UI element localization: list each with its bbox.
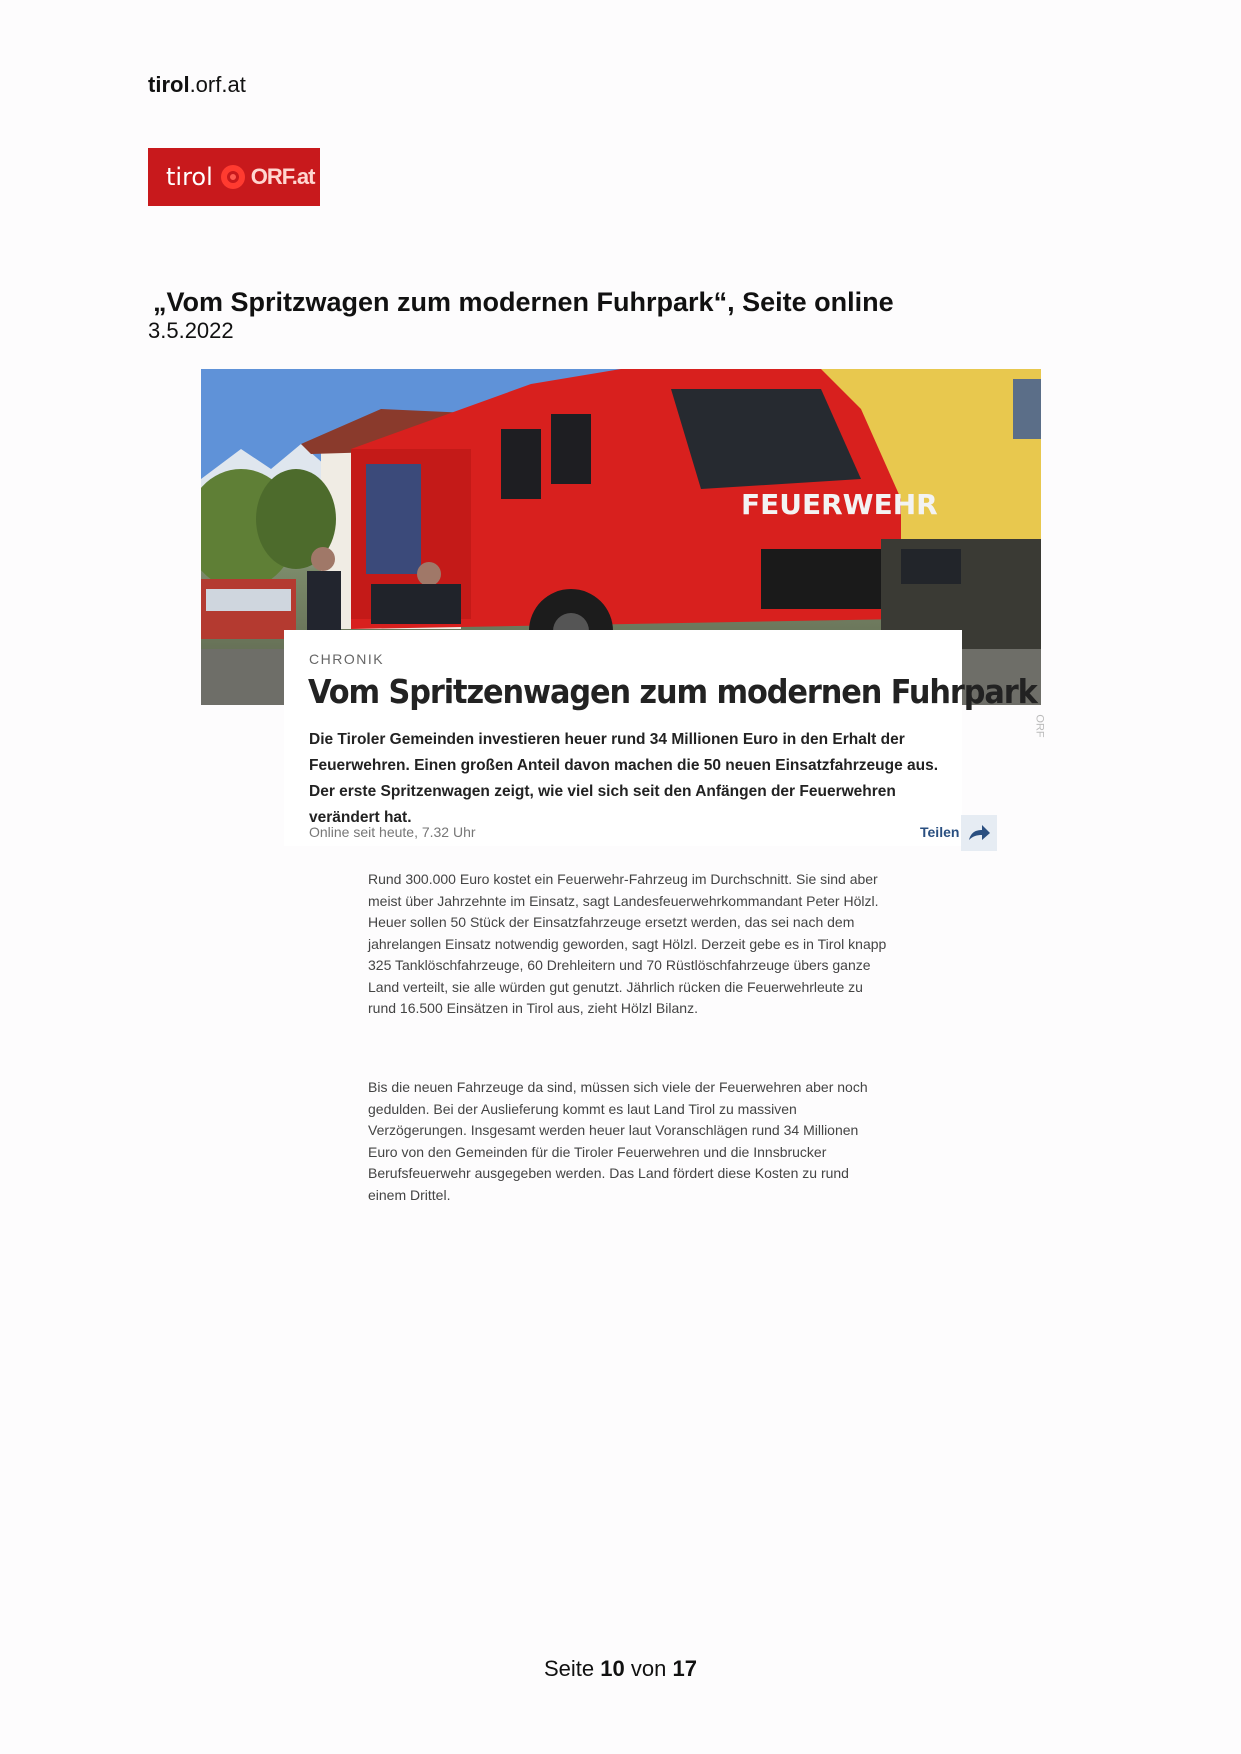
article-paragraph-2: Bis die neuen Fahrzeuge da sind, müssen sich viele der Feuerwehren aber noch gedulden. Bei der Auslieferung kommt es laut Land Tirol zu massiven Verzögerungen. Insgesamt werden heuer laut Voranschlägen rund 34 Millionen Euro von den Gemeinden für die Tiroler Feuerwehren und die Innsbrucker Berufsfeuerwehr ausgegeben werden. Das Land fördert diese Kosten zu rund einem Drittel. [368,1079,868,1203]
site-name-bold: tirol [148,72,190,97]
document-date: 3.5.2022 [148,318,234,343]
logo-text-tirol: tirol [166,163,213,191]
photo-credit: ORF [1033,714,1046,738]
truck-lettering: FEUERWEHR [741,488,938,521]
footer-prefix: Seite [544,1656,595,1681]
share-arrow-icon [967,823,991,843]
site-name [148,72,246,98]
article-paragraph-1: Rund 300.000 Euro kostet ein Feuerwehr-Fahrzeug im Durchschnitt. Sie sind aber meist über Jahrzehnte im Einsatz, sagt Landesfeuerwehrkommandant Peter Hölzl. Heuer sollen 50 Stück der Einsatzfahrzeuge ersetzt werden, das sei nach dem jahrelangen Einsatz notwendig geworden, sagt Hölzl. Derzeit gebe es in Tirol knapp 325 Tanklöschfahrzeuge, 60 Drehleitern und 70 Rüstlöschfahrzeuge übers ganze Land verteilt, sie alle würden gut genutzt. Jährlich rücken die Feuerwehrleute zu rund 16.500 Einsätzen in Tirol aus, zieht Hölzl Bilanz. [368,871,887,1016]
share-button[interactable] [961,815,997,851]
article-category[interactable]: CHRONIK [309,651,385,667]
site-name-rest: .orf.at [189,72,246,97]
orf-tirol-logo [148,148,320,206]
footer-page-number: 10 [600,1656,625,1681]
document-title: „Vom Spritzwagen zum modernen Fuhrpark“, Seite online [153,287,894,317]
footer-middle: von [630,1656,667,1681]
article-headline: Vom Spritzenwagen zum modernen Fuhrpark [308,672,1037,711]
article-lead: Die Tiroler Gemeinden investieren heuer rund 34 Millionen Euro in den Erhalt der Feuerwehren. Einen großen Anteil davon machen die 50 neuen Einsatzfahrzeuge aus. Der erste Spritzenwagen zeigt, wie viel sich seit den Anfängen der Feuerwehren verändert hat. [309,731,939,826]
logo-text-orf: ORF.at [250,164,315,189]
orf-eye-icon [221,165,245,189]
footer-page-total: 17 [672,1656,697,1681]
page-footer [0,1656,1241,1682]
article-timestamp: Online seit heute, 7.32 Uhr [309,824,476,840]
share-label[interactable]: Teilen [920,824,960,840]
